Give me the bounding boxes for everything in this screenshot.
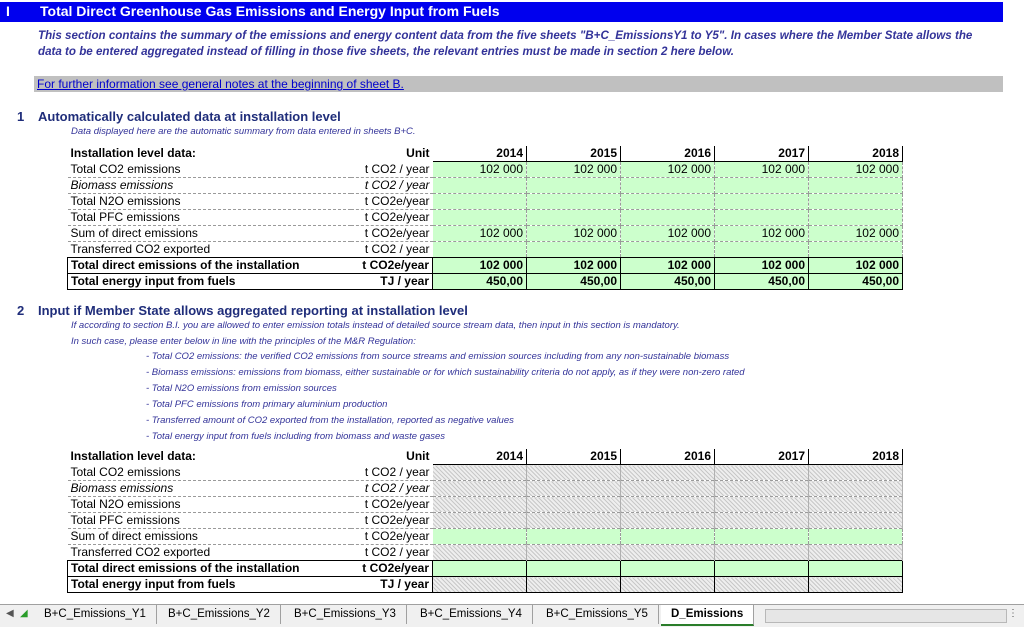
value-cell: 102 000	[433, 162, 527, 178]
value-cell	[715, 210, 809, 226]
row-unit: t CO2e/year	[351, 529, 433, 545]
table-row	[68, 210, 903, 226]
row-unit: t CO2 / year	[351, 545, 433, 561]
value-cell: 102 000	[433, 226, 527, 242]
col-header-label: Installation level data:	[70, 146, 196, 161]
value-cell[interactable]	[527, 561, 621, 577]
value-cell[interactable]	[809, 561, 903, 577]
row-label: Total energy input from fuels	[68, 274, 352, 290]
value-cell	[715, 194, 809, 210]
row-label: Transferred CO2 exported	[68, 242, 352, 258]
row-unit: t CO2e/year	[351, 210, 433, 226]
value-cell	[527, 242, 621, 258]
value-cell: 102 000	[715, 162, 809, 178]
value-cell: 102 000	[809, 162, 903, 178]
row-label: Total direct emissions of the installation	[68, 258, 352, 274]
value-cell: 102 000	[715, 226, 809, 242]
value-cell[interactable]	[809, 545, 903, 561]
table-row	[68, 529, 903, 545]
row-unit: t CO2e/year	[351, 226, 433, 242]
table-row	[68, 242, 903, 258]
row-label: Transferred CO2 exported	[68, 545, 352, 561]
value-cell	[433, 242, 527, 258]
value-cell[interactable]	[433, 481, 527, 497]
value-cell[interactable]	[715, 561, 809, 577]
row-unit: t CO2 / year	[351, 242, 433, 258]
value-cell[interactable]	[809, 529, 903, 545]
table-row	[68, 226, 903, 242]
section-title-bar	[0, 2, 1003, 22]
value-cell[interactable]	[527, 465, 621, 481]
value-cell	[715, 178, 809, 194]
row-label: Sum of direct emissions	[68, 529, 352, 545]
col-header-year: 2016	[621, 449, 715, 465]
row-unit: t CO2 / year	[351, 162, 433, 178]
table-row	[68, 162, 903, 178]
value-cell[interactable]	[527, 545, 621, 561]
value-cell[interactable]	[433, 577, 527, 593]
value-cell[interactable]	[433, 513, 527, 529]
value-cell[interactable]	[433, 545, 527, 561]
section2-note2: In such case, please enter below in line with the principles of the M&R Regulation:	[71, 336, 416, 347]
value-cell: 102 000	[433, 258, 527, 274]
row-unit: t CO2 / year	[351, 465, 433, 481]
col-header-year: 2017	[715, 449, 809, 465]
value-cell[interactable]	[527, 529, 621, 545]
value-cell: 102 000	[621, 226, 715, 242]
row-unit: t CO2 / year	[351, 481, 433, 497]
value-cell	[809, 210, 903, 226]
value-cell[interactable]	[433, 529, 527, 545]
col-header-year: 2014	[433, 146, 527, 162]
value-cell: 102 000	[527, 226, 621, 242]
row-label: Total PFC emissions	[68, 210, 352, 226]
value-cell	[809, 194, 903, 210]
col-header-year: 2015	[527, 449, 621, 465]
value-cell: 102 000	[809, 258, 903, 274]
value-cell: 450,00	[715, 274, 809, 290]
col-header-unit: Unit	[406, 449, 430, 464]
row-unit: t CO2 / year	[351, 178, 433, 194]
table-header-row	[68, 146, 903, 162]
value-cell: 450,00	[433, 274, 527, 290]
value-cell: 450,00	[527, 274, 621, 290]
row-unit: t CO2e/year	[351, 194, 433, 210]
value-cell	[621, 210, 715, 226]
section1-number: 1	[17, 109, 25, 124]
sheet-tab-bar	[0, 604, 1024, 627]
row-unit: t CO2e/year	[351, 513, 433, 529]
table-row	[68, 465, 903, 481]
bullet-item: - Biomass emissions: emissions from biomass, either sustainable or for which sustainability criteria do not apply, as if they were non-zero rated	[146, 367, 745, 378]
value-cell[interactable]	[715, 513, 809, 529]
value-cell	[527, 210, 621, 226]
sheet-flag-icon: ◢	[20, 608, 28, 619]
row-label: Total N2O emissions	[68, 497, 352, 513]
value-cell: 102 000	[527, 162, 621, 178]
section2-title: Input if Member State allows aggregated reporting at installation level	[38, 303, 468, 318]
value-cell[interactable]	[621, 497, 715, 513]
bullet-item: - Total PFC emissions from primary aluminium production	[146, 399, 388, 410]
sheet-tab[interactable]: B+C_Emissions_Y3	[284, 605, 407, 624]
general-notes-link[interactable]: For further information see general notes at the beginning of sheet B.	[37, 77, 404, 91]
value-cell[interactable]	[809, 465, 903, 481]
col-header-unit: Unit	[406, 146, 430, 161]
section1-table	[67, 146, 903, 290]
value-cell[interactable]	[715, 529, 809, 545]
table-row	[68, 497, 903, 513]
value-cell: 102 000	[809, 226, 903, 242]
section1-subtitle: Data displayed here are the automatic summary from data entered in sheets B+C.	[71, 126, 416, 137]
section-number: I	[6, 3, 10, 19]
value-cell: 102 000	[621, 162, 715, 178]
sheet-tab[interactable]: B+C_Emissions_Y2	[158, 605, 281, 624]
value-cell: 450,00	[809, 274, 903, 290]
row-label: Total direct emissions of the installation	[68, 561, 352, 577]
table-row	[68, 258, 903, 274]
value-cell[interactable]	[715, 577, 809, 593]
value-cell	[433, 194, 527, 210]
value-cell	[809, 242, 903, 258]
sheet-tab[interactable]: B+C_Emissions_Y1	[34, 605, 157, 624]
value-cell[interactable]	[621, 545, 715, 561]
value-cell[interactable]	[715, 497, 809, 513]
value-cell[interactable]	[715, 545, 809, 561]
value-cell	[621, 242, 715, 258]
bullet-item: - Total N2O emissions from emission sources	[146, 383, 337, 394]
value-cell[interactable]	[809, 513, 903, 529]
row-label: Total PFC emissions	[68, 513, 352, 529]
section1-title: Automatically calculated data at installation level	[38, 109, 341, 124]
section2-table	[67, 449, 903, 593]
col-header-year: 2016	[621, 146, 715, 162]
sheet-tab[interactable]: B+C_Emissions_Y4	[410, 605, 533, 624]
value-cell	[433, 210, 527, 226]
col-header-year: 2015	[527, 146, 621, 162]
table-row	[68, 194, 903, 210]
value-cell[interactable]	[621, 465, 715, 481]
value-cell[interactable]	[809, 481, 903, 497]
row-unit: TJ / year	[351, 274, 433, 290]
intro-text: This section contains the summary of the emissions and energy content data from the five sheets "B+C_EmissionsY1 to Y5". In cases where the Member State allows the data to be entered aggregated instead of filling in those five sheets, the relevant entries must be made in section 2 here below.	[38, 29, 973, 58]
table-row	[68, 274, 903, 290]
row-label: Biomass emissions	[68, 481, 352, 497]
row-label: Biomass emissions	[68, 178, 352, 194]
value-cell[interactable]	[621, 513, 715, 529]
sheet-tab[interactable]: B+C_Emissions_Y5	[536, 605, 659, 624]
page-title: Total Direct Greenhouse Gas Emissions and Energy Input from Fuels	[40, 3, 500, 19]
row-unit: t CO2e/year	[351, 561, 433, 577]
value-cell	[809, 178, 903, 194]
value-cell[interactable]	[621, 481, 715, 497]
row-unit: t CO2e/year	[351, 258, 433, 274]
value-cell[interactable]	[527, 513, 621, 529]
table-row	[68, 481, 903, 497]
table-row	[68, 561, 903, 577]
bullet-item: - Total CO2 emissions: the verified CO2 emissions from source streams and emission sources including from any non-sustainable biomass	[146, 351, 730, 362]
bullet-item: - Total energy input from fuels including from biomass and waste gases	[146, 431, 446, 442]
row-label: Total N2O emissions	[68, 194, 352, 210]
col-header-year: 2018	[809, 146, 903, 162]
row-label: Total CO2 emissions	[68, 465, 352, 481]
value-cell[interactable]	[527, 497, 621, 513]
resize-grip-icon[interactable]: ⋮	[1008, 608, 1018, 619]
value-cell: 102 000	[527, 258, 621, 274]
row-label: Total energy input from fuels	[68, 577, 352, 593]
col-header-year: 2014	[433, 449, 527, 465]
value-cell[interactable]	[621, 561, 715, 577]
value-cell: 102 000	[621, 258, 715, 274]
table-header-row	[68, 449, 903, 465]
section2-number: 2	[17, 303, 25, 318]
value-cell[interactable]	[433, 465, 527, 481]
value-cell: 102 000	[715, 258, 809, 274]
value-cell[interactable]	[809, 577, 903, 593]
value-cell[interactable]	[809, 497, 903, 513]
table-row	[68, 513, 903, 529]
row-label: Total CO2 emissions	[68, 162, 352, 178]
col-header-year: 2017	[715, 146, 809, 162]
value-cell	[433, 178, 527, 194]
sheet-tab[interactable]: D_Emissions	[661, 605, 754, 626]
value-cell[interactable]	[621, 529, 715, 545]
value-cell[interactable]	[621, 577, 715, 593]
bullet-item: - Transferred amount of CO2 exported from the installation, reported as negative values	[146, 415, 514, 426]
row-unit: t CO2e/year	[351, 497, 433, 513]
note-bar	[34, 76, 1003, 92]
value-cell[interactable]	[527, 577, 621, 593]
value-cell[interactable]	[433, 497, 527, 513]
value-cell	[527, 194, 621, 210]
table-row	[68, 577, 903, 593]
value-cell	[621, 194, 715, 210]
value-cell	[715, 242, 809, 258]
value-cell	[527, 178, 621, 194]
row-label: Sum of direct emissions	[68, 226, 352, 242]
value-cell[interactable]	[433, 561, 527, 577]
value-cell	[621, 178, 715, 194]
value-cell[interactable]	[715, 481, 809, 497]
value-cell[interactable]	[527, 481, 621, 497]
table-row	[68, 178, 903, 194]
table-row	[68, 545, 903, 561]
scroll-tabs-left-icon[interactable]: ◀	[6, 608, 14, 619]
horizontal-scrollbar[interactable]	[765, 609, 1007, 623]
row-unit: TJ / year	[351, 577, 433, 593]
col-header-label: Installation level data:	[70, 449, 196, 464]
value-cell: 450,00	[621, 274, 715, 290]
value-cell[interactable]	[715, 465, 809, 481]
section2-note1: If according to section B.I. you are allowed to enter emission totals instead of detailed source stream data, then input in this section is mandatory.	[71, 320, 680, 331]
col-header-year: 2018	[809, 449, 903, 465]
